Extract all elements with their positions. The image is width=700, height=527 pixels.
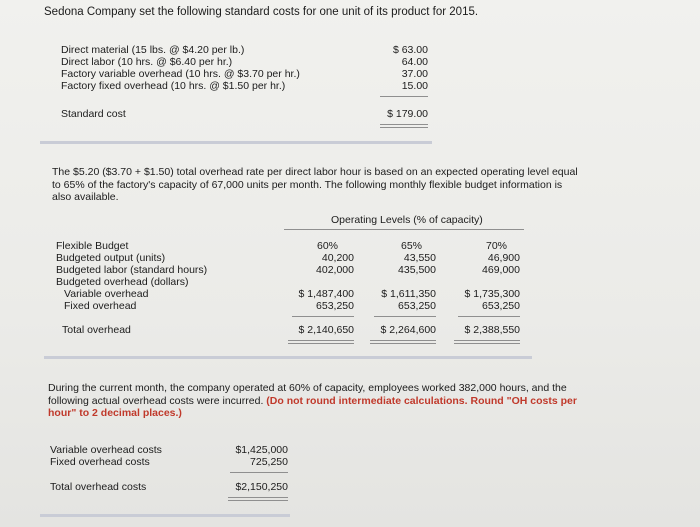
total-double-rule [288,340,354,341]
variable-60: $ 1,487,400 [298,288,354,300]
total-double-rule [454,340,520,341]
std-row-value: 15.00 [401,80,428,92]
std-row-value: 37.00 [401,68,428,80]
header-rule [284,229,524,230]
std-row-value: $ 63.00 [392,44,428,56]
output-70: 46,900 [487,252,520,264]
std-row-label: Factory variable overhead (10 hrs. @ $3.70 per hr.) [61,68,300,80]
paragraph-main-text: During the current month, the company operated at 60% of capacity, employees worked 382,000 hours, and the following actual overhead costs were incurred. [48,382,567,407]
flex-label: Budgeted overhead (dollars) [56,276,189,288]
actual-row-label: Fixed overhead costs [50,456,150,468]
std-row-label: Factory fixed overhead (10 hrs. @ $1.50 per hr.) [61,80,286,92]
std-total-value: $ 179.00 [387,108,428,120]
level-70: 70% [486,240,508,252]
total-double-rule [380,127,428,128]
labor-60: 402,000 [316,264,354,276]
output-60: 40,200 [321,252,354,264]
variable-70: $ 1,735,300 [464,288,520,300]
total-double-rule [288,343,354,344]
total-60: $ 2,140,650 [298,324,354,336]
total-double-rule [370,340,436,341]
std-total-label: Standard cost [61,108,126,120]
level-60: 60% [317,240,339,252]
section-divider [40,141,432,144]
intro-text: Sedona Company set the following standard costs for one unit of its product for 2015. [44,6,479,18]
actual-total-value: $2,150,250 [235,481,288,493]
total-65: $ 2,264,600 [380,324,436,336]
subtotal-rule [458,316,520,317]
std-row-label: Direct material (15 lbs. @ $4.20 per lb.) [61,44,245,56]
std-row-label: Direct labor (10 hrs. @ $6.40 per hr.) [61,56,233,68]
total-70: $ 2,388,550 [464,324,520,336]
labor-70: 469,000 [482,264,520,276]
level-65: 65% [401,240,423,252]
std-row-value: 64.00 [401,56,428,68]
rounding-instruction: (Do not round intermediate calculations. Round "OH costs per hour" to 2 decimal places.) [48,394,577,419]
total-double-rule [228,497,288,498]
fixed-70: 653,250 [482,300,520,312]
subtotal-rule [374,316,436,317]
actual-row-label: Variable overhead costs [50,444,162,456]
flex-label: Flexible Budget [56,240,129,252]
subtotal-rule [380,96,428,97]
variable-65: $ 1,611,350 [381,288,436,300]
flex-label: Total overhead [62,324,131,336]
section-divider [40,514,290,517]
actual-row-value: 725,250 [250,456,288,468]
flex-label: Fixed overhead [64,300,137,312]
flex-label: Budgeted output (units) [56,252,166,264]
output-65: 43,550 [403,252,436,264]
fixed-65: 653,250 [398,300,436,312]
fixed-60: 653,250 [316,300,354,312]
actual-total-label: Total overhead costs [50,481,147,493]
operating-levels-header: Operating Levels (% of capacity) [331,214,483,226]
section-divider [44,356,532,359]
actual-costs-paragraph [48,382,588,420]
total-double-rule [370,343,436,344]
labor-65: 435,500 [398,264,436,276]
overhead-rate-paragraph: The $5.20 ($3.70 + $1.50) total overhead rate per direct labor hour is based on an expected operating level equal to 65% of the factory's capacity of 67,000 units per month. The following monthly flexible budget information is also available. [52,166,578,203]
total-double-rule [228,500,288,501]
flex-label: Variable overhead [64,288,149,300]
subtotal-rule [230,472,288,473]
subtotal-rule [292,316,354,317]
flex-label: Budgeted labor (standard hours) [56,264,208,276]
actual-row-value: $1,425,000 [235,444,288,456]
total-double-rule [454,343,520,344]
total-double-rule [380,124,428,125]
